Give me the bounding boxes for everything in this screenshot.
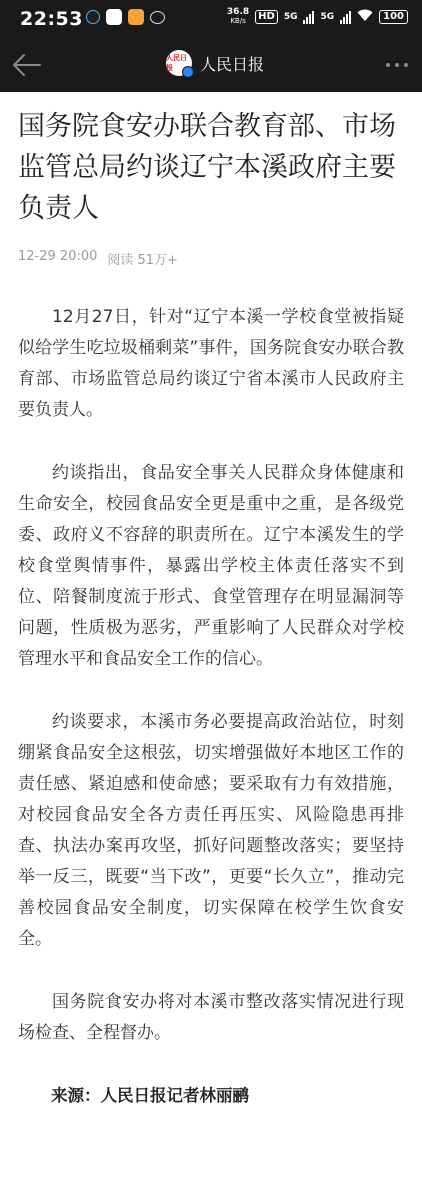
app-icon bbox=[106, 9, 122, 25]
publish-date: 12-29 20:00 bbox=[18, 249, 98, 264]
more-options-icon[interactable] bbox=[382, 50, 412, 80]
people-daily-logo bbox=[166, 50, 192, 76]
network-speed-unit: KB/s bbox=[230, 17, 246, 25]
logo-text: 人民日报 bbox=[166, 53, 187, 72]
wechat-icon bbox=[150, 11, 165, 24]
paragraph: 12月27日，针对“辽宁本溪一学校食堂被指疑似给学生吃垃圾桶剩菜”事件，国务院食安办联合教育部、市场监管总局约谈辽宁省本溪市人民政府主要负责人。 bbox=[18, 307, 404, 420]
article-meta bbox=[18, 249, 404, 268]
back-arrow-icon[interactable] bbox=[10, 50, 44, 80]
network-type-1: 5G bbox=[283, 12, 298, 22]
battery-icon: 100 bbox=[379, 10, 408, 24]
status-time: 22:53 bbox=[20, 8, 83, 30]
paragraph: 约谈要求，本溪市务必要提高政治站位，时刻绷紧食品安全这根弦，切实增强做好本地区工作的责任感、紧迫感和使命感；要采取有力有效措施，对校园食品安全各方责任再压实、风险隐患再排查、执法办案再攻坚，抓好问题整改落实；要坚持举一反三，既要“当下改”，更要“长久立”，推动完善校园食品安全制度，切实保障在校学生饮食安全。 bbox=[18, 712, 404, 949]
network-speed-value: 36.8 bbox=[226, 7, 250, 17]
network-type-2: 5G bbox=[320, 12, 335, 22]
nav-bar bbox=[0, 44, 422, 88]
article bbox=[0, 92, 422, 1111]
signal-icon-2 bbox=[340, 10, 351, 24]
network-speed bbox=[227, 8, 249, 26]
notification-icons bbox=[86, 9, 165, 25]
paragraph: 约谈指出，食品安全事关人民群众身体健康和生命安全，校园食品安全更是重中之重，是各级党委、政府义不容辞的职责所在。辽宁本溪发生的学校食堂舆情事件，暴露出学校主体责任落实不到位、陪餐制度流于形式、食堂管理存在明显漏洞等问题，性质极为恶劣，严重影响了人民群众对学校管理水平和食品安全工作的信心。 bbox=[18, 463, 404, 669]
hd-badge: HD bbox=[255, 10, 278, 24]
verified-badge-icon bbox=[182, 66, 194, 78]
account-name: 人民日报 bbox=[200, 54, 265, 74]
paragraph: 国务院食安办将对本溪市整改落实情况进行现场检查、全程督办。 bbox=[18, 992, 404, 1043]
signal-icon bbox=[303, 10, 314, 24]
wifi-icon bbox=[357, 9, 373, 25]
article-body bbox=[18, 302, 404, 1111]
article-title: 国务院食安办联合教育部、市场监管总局约谈辽宁本溪政府主要负责人 bbox=[18, 111, 396, 224]
status-bar bbox=[0, 0, 422, 40]
qq-icon bbox=[86, 10, 100, 24]
status-right bbox=[227, 8, 408, 26]
article-source: 来源：人民日报记者林丽鹂 bbox=[51, 1086, 249, 1105]
top-bar bbox=[0, 0, 422, 92]
weibo-icon bbox=[128, 9, 144, 25]
read-count: 阅读 51万+ bbox=[107, 253, 178, 268]
account-header[interactable] bbox=[166, 50, 264, 76]
